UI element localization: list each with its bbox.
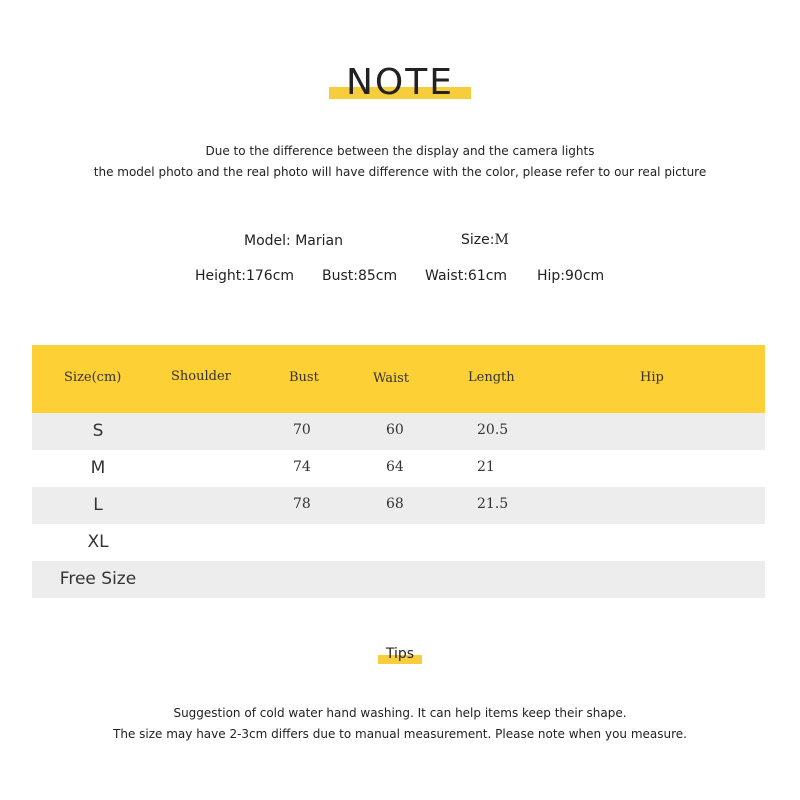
model-hip: Hip:90cm — [537, 268, 605, 284]
model-size-label: Size: — [461, 232, 495, 248]
waist-cell: 60 — [386, 422, 404, 438]
model-height: Height:176cm — [195, 268, 295, 284]
tip-line-1: Suggestion of cold water hand washing. It can help items keep their shape. — [173, 706, 627, 720]
model-bust: Bust:85cm — [322, 268, 398, 284]
model-waist: Waist:61cm — [425, 268, 508, 284]
column-header-shoulder: Shoulder — [171, 369, 231, 384]
column-header-hip: Hip — [640, 370, 664, 385]
length-cell: 21.5 — [477, 496, 509, 512]
size-cell: L — [93, 495, 103, 515]
waist-cell: 64 — [386, 459, 404, 475]
tip-line-2: The size may have 2-3cm differs due to manual measurement. Please note when you measure. — [113, 727, 687, 741]
column-header-waist: Waist — [373, 371, 410, 386]
table-row — [32, 487, 765, 524]
length-cell: 20.5 — [477, 422, 509, 438]
size-table — [32, 345, 765, 598]
column-header-size: Size(cm) — [64, 370, 122, 385]
size-cell: Free Size — [59, 569, 137, 589]
size-cell: S — [92, 421, 104, 441]
bust-cell: 70 — [293, 422, 311, 438]
page-title: NOTE — [345, 62, 454, 103]
tips-heading — [0, 645, 800, 663]
table-row — [32, 524, 765, 561]
size-cell: M — [90, 458, 106, 478]
note-heading — [0, 62, 800, 103]
size-table-header — [32, 345, 765, 413]
column-header-bust: Bust — [289, 370, 319, 385]
tips-title: Tips — [385, 646, 415, 662]
size-cell: XL — [87, 532, 109, 552]
bust-cell: 78 — [293, 496, 311, 512]
length-cell: 21 — [477, 459, 495, 475]
disclaimer-line-2: the model photo and the real photo will have difference with the color, please refer to our real picture — [93, 165, 707, 179]
model-name: Model: Marian — [244, 233, 343, 249]
column-header-length: Length — [468, 370, 515, 385]
disclaimer-line-1: Due to the difference between the display and the camera lights — [205, 144, 595, 158]
table-row — [32, 413, 765, 450]
model-size-value: M — [494, 232, 509, 248]
bust-cell: 74 — [293, 459, 311, 475]
model-size — [461, 232, 509, 248]
waist-cell: 68 — [386, 496, 404, 512]
table-row — [32, 450, 765, 487]
table-row — [32, 561, 765, 598]
